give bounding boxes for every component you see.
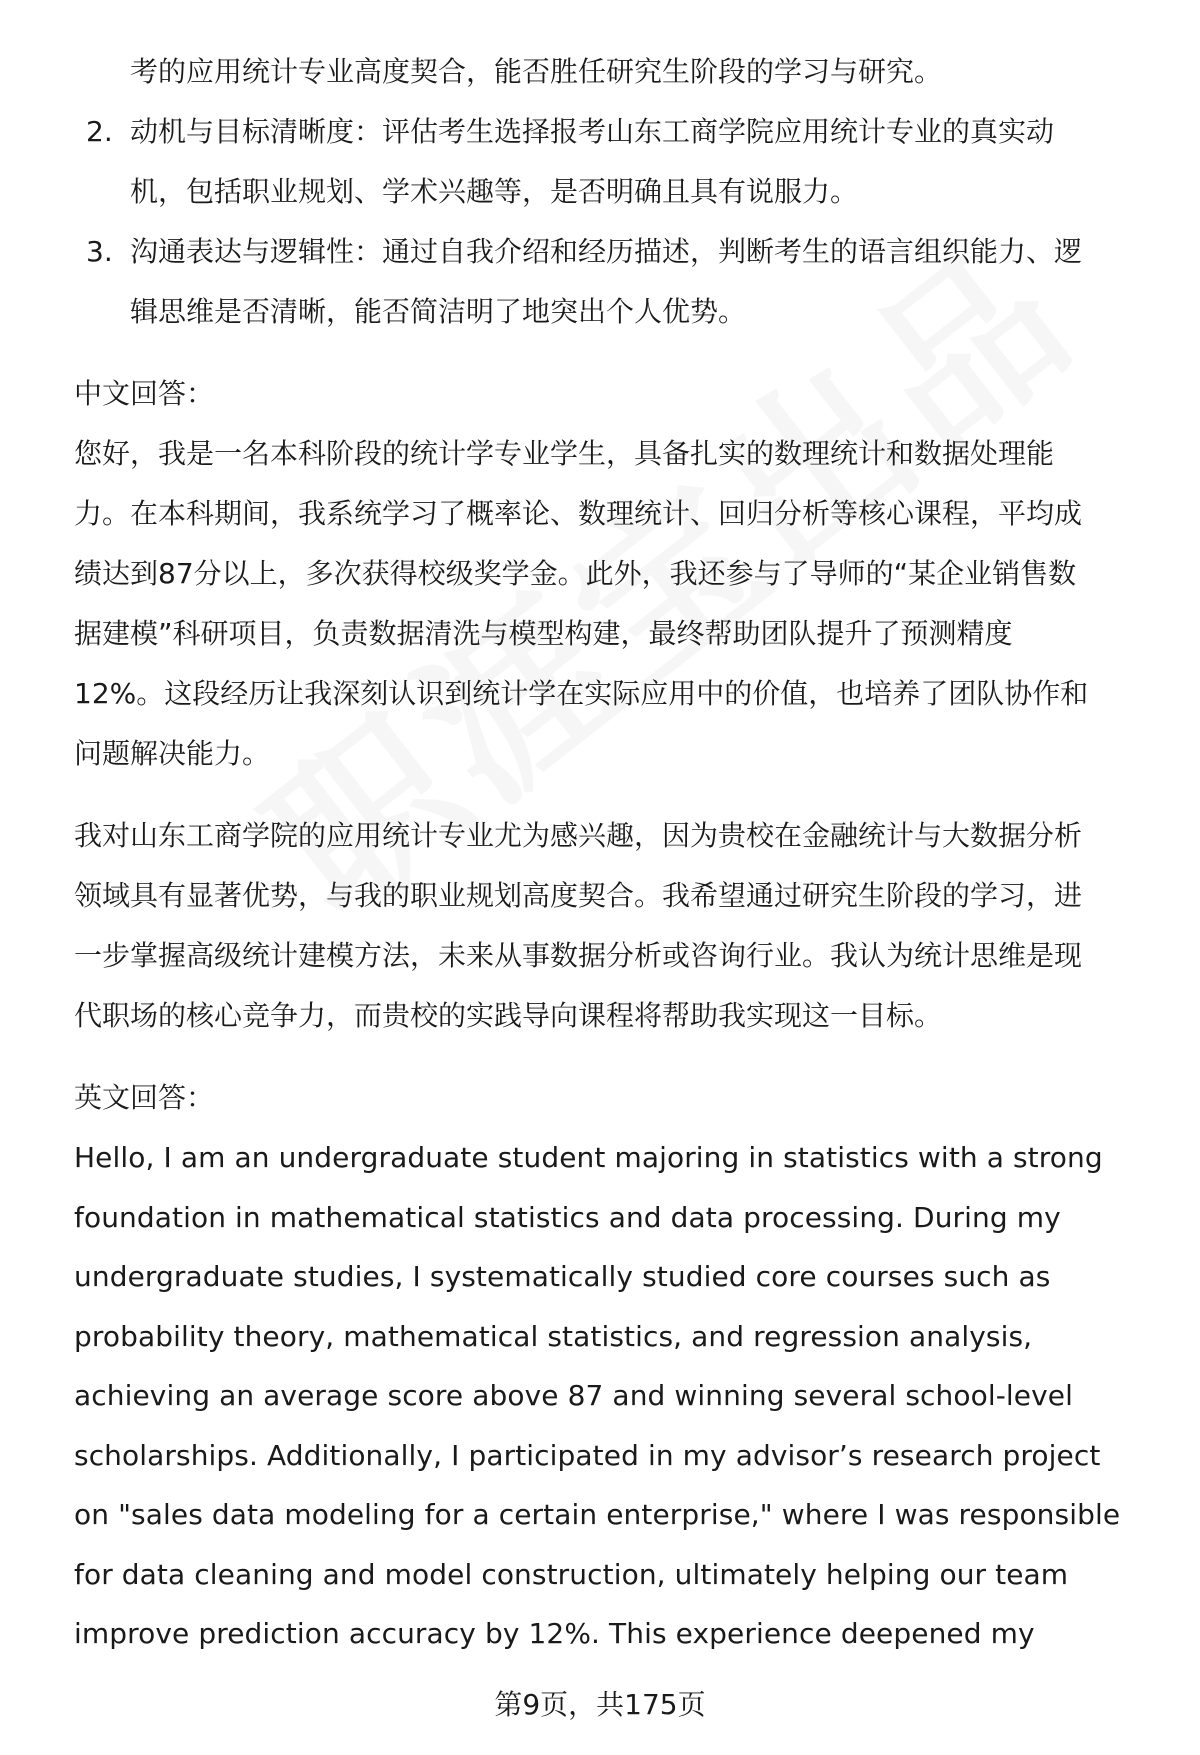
paragraph-line: 代职场的核心竞争力，而贵校的实践导向课程将帮助我实现这一目标。 [74, 999, 943, 1032]
english-line: undergraduate studies, I systematically studied core courses such as [74, 1260, 1051, 1293]
english-line: improve prediction accuracy by 12%. This experience deepened my [74, 1617, 1035, 1650]
english-line: Hello, I am an undergraduate student majoring in statistics with a strong [74, 1141, 1103, 1174]
paragraph-line: 一步掌握高级统计建模方法，未来从事数据分析或咨询行业。我认为统计思维是现 [74, 939, 1083, 972]
english-line: on "sales data modeling for a certain enterprise," where I was responsible [74, 1498, 1121, 1531]
criterion-number: 2. [86, 115, 113, 148]
criterion-item-2 [74, 102, 1154, 222]
criteria-list [74, 102, 1154, 342]
paragraph-line: 问题解决能力。 [74, 737, 271, 770]
chinese-paragraph-2 [74, 806, 1154, 1046]
english-line: scholarships. Additionally, I participated in my advisor’s research project [74, 1438, 1101, 1472]
paragraph-line: 12%。这段经历让我深刻认识到统计学在实际应用中的价值，也培养了团队协作和 [74, 677, 1089, 710]
paragraph-line: 您好，我是一名本科阶段的统计学专业学生，具备扎实的数理统计和数据处理能 [74, 437, 1055, 470]
criterion-item-3 [74, 222, 1154, 342]
paragraph-line: 据建模”科研项目，负责数据清洗与模型构建，最终帮助团队提升了预测精度 [74, 617, 1013, 650]
english-answer-section [74, 1068, 1154, 1664]
criterion-text-line: 机，包括职业规划、学术兴趣等，是否明确且具有说服力。 [130, 175, 859, 208]
english-line: for data cleaning and model construction, ultimately helping our team [74, 1557, 1069, 1591]
page-number-footer: 第9页，共175页 [494, 1688, 706, 1721]
document-page [74, 0, 1154, 1664]
criterion-1-continuation: 考的应用统计专业高度契合，能否胜任研究生阶段的学习与研究。 [130, 55, 943, 88]
paragraph-line: 绩达到87分以上，多次获得校级奖学金。此外，我还参与了导师的“某企业销售数 [74, 557, 1077, 590]
chinese-answer-heading: 中文回答： [74, 377, 215, 410]
criterion-text-line: 辑思维是否清晰，能否简洁明了地突出个人优势。 [130, 295, 747, 328]
english-line: achieving an average score above 87 and winning several school-level [74, 1379, 1073, 1412]
english-line: probability theory, mathematical statistics, and regression analysis, [74, 1319, 1033, 1353]
english-answer-heading: 英文回答： [74, 1081, 215, 1114]
english-line: foundation in mathematical statistics and data processing. During my [74, 1200, 1061, 1234]
criterion-number: 3. [86, 235, 113, 268]
criterion-text-line: 动机与目标清晰度：评估考生选择报考山东工商学院应用统计专业的真实动 [130, 115, 1055, 148]
paragraph-line: 领域具有显著优势，与我的职业规划高度契合。我希望通过研究生阶段的学习，进 [74, 879, 1083, 912]
chinese-answer-section [74, 364, 1154, 1046]
chinese-paragraph-1 [74, 424, 1154, 784]
paragraph-line: 力。在本科期间，我系统学习了概率论、数理统计、回归分析等核心课程，平均成 [74, 497, 1083, 530]
paragraph-line: 我对山东工商学院的应用统计专业尤为感兴趣，因为贵校在金融统计与大数据分析 [74, 819, 1083, 852]
criterion-text-line: 沟通表达与逻辑性：通过自我介绍和经历描述，判断考生的语言组织能力、逻 [130, 235, 1083, 268]
